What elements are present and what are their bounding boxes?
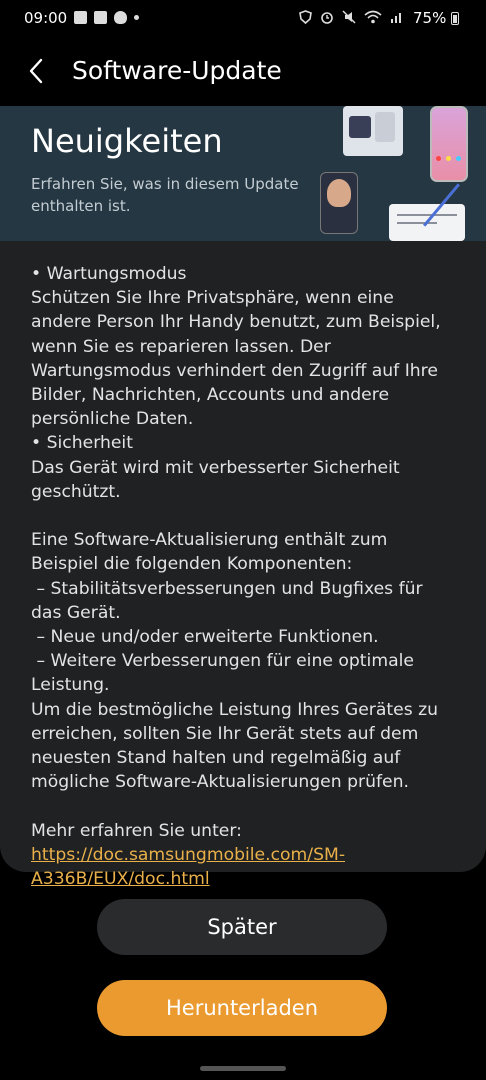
news-subtitle: Erfahren Sie, was in diesem Update enthalten ist.	[31, 175, 299, 215]
security-app-icon	[299, 10, 312, 24]
wifi-icon	[364, 10, 382, 24]
more-info-link[interactable]: https://doc.samsungmobile.com/SM-A336B/EUX/doc.html	[31, 844, 346, 890]
notification-icons	[74, 11, 139, 24]
back-button[interactable]	[22, 56, 52, 86]
page-title: Software-Update	[72, 56, 282, 85]
release-notes-body: • Wartungsmodus Schützen Sie Ihre Privatsphäre, wenn eine andere Person Ihr Handy benutzt, zum Beispiel, wenn Sie es reparieren lassen. Der Wartungsmodus verhindert den Zugriff auf Ihre Bilder, Nachrichten, Accounts und andere persönliche Daten. • Sicherheit Das Gerät wird mit verbesserter Sicherheit geschützt. Eine Software-Aktualisierung enthält zum Beispiel die folgenden Komponenten: – Stabilitätsverbesserungen und Bugfixes für das Gerät. – Neue und/oder erweiterte Funktionen. – Weitere Verbesserungen für eine optimale Leistung. Um die bestmögliche Leistung Ihres Gerätes zu erreichen, sollten Sie Ihr Gerät stets auf dem neuesten Stand halten und regelmäßig auf mögliche Software-Aktualisierungen prüfen. Mehr erfahren Sie unter:	[31, 264, 441, 841]
later-button[interactable]: Später	[97, 899, 387, 955]
alarm-icon	[320, 10, 334, 24]
phone-illustration	[430, 106, 468, 182]
foldable-phone-illustration	[320, 172, 358, 234]
tablet-illustration	[343, 106, 403, 156]
battery-icon	[451, 12, 459, 25]
news-title: Neuigkeiten	[31, 122, 223, 160]
checkbox-notification-icon	[74, 11, 87, 24]
status-bar	[0, 0, 486, 36]
twitter-notification-icon	[114, 11, 127, 24]
release-notes-card[interactable]	[0, 106, 486, 890]
system-icons	[299, 10, 404, 24]
status-time: 09:00	[24, 9, 68, 27]
app-header	[0, 44, 486, 100]
news-banner	[0, 106, 486, 241]
gallery-notification-icon	[94, 11, 107, 24]
signal-icon	[390, 10, 404, 24]
chevron-left-icon	[22, 56, 52, 86]
mute-icon	[342, 10, 356, 24]
release-notes-text	[31, 262, 451, 891]
battery-percent: 75%	[413, 9, 447, 27]
download-button[interactable]: Herunterladen	[97, 980, 387, 1036]
more-notifications-dot-icon	[134, 15, 139, 20]
home-indicator[interactable]	[200, 1066, 286, 1071]
